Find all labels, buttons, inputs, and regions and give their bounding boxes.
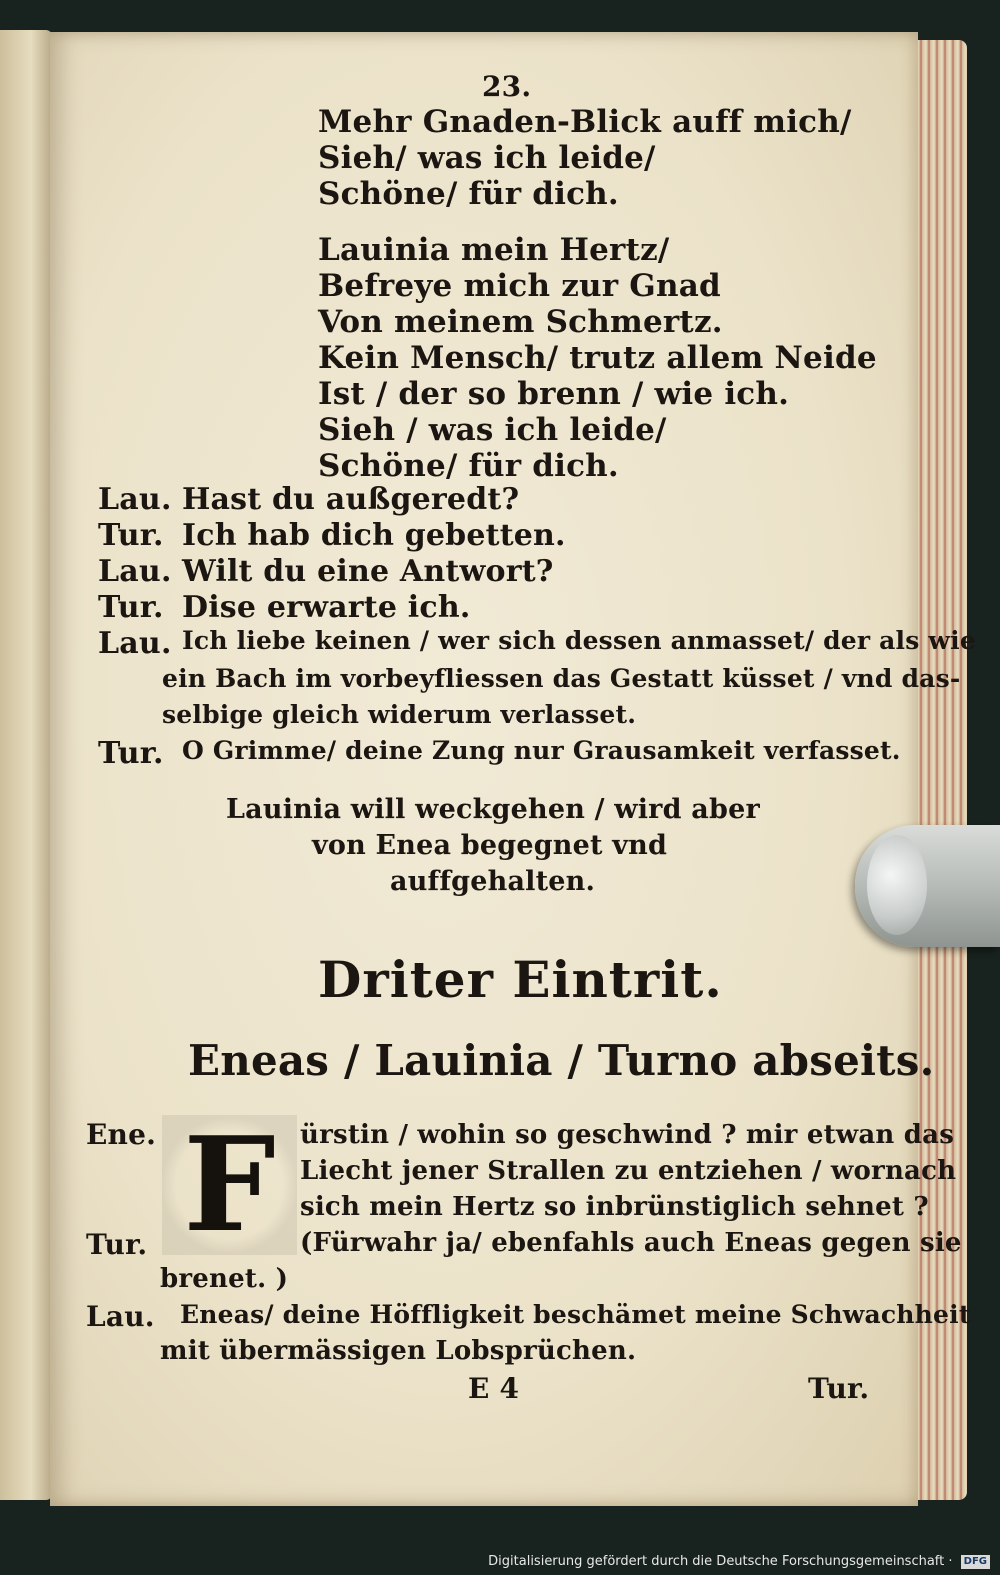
verse-line: Sieh / was ich leide/ [318,412,667,448]
stage-direction-line: Lauinia will weckgehen / wird aber [226,794,760,825]
verse-line: Schöne/ für dich. [318,176,619,212]
verse-line: Schöne/ für dich. [318,448,619,484]
footer-text: Digitalisierung gefördert durch die Deutsche Forschungsgemeinschaft · [488,1554,953,1569]
dialogue-line: Dise erwarte ich. [182,590,471,625]
stage-direction-line: von Enea begegnet vnd [312,830,668,861]
speaker-label: Lau. [86,1300,155,1333]
page-stack-edge [915,40,967,1500]
dfg-logo: DFG [961,1555,990,1569]
scene-cast: Eneas / Lauinia / Turno abseits. [188,1036,935,1085]
verse-line: Ist / der so brenn / wie ich. [318,376,790,412]
verse-line: Kein Mensch/ trutz allem Neide [318,340,877,376]
speaker-label: Tur. [98,590,164,625]
speaker-label: Ene. [86,1118,157,1151]
dialogue-line: Eneas/ deine Höffligkeit beschämet meine Schwachheit [180,1300,971,1329]
dialogue-line: ein Bach im vorbeyfliessen das Gestatt küsset / vnd das- [162,664,961,693]
speaker-label: Lau. [98,482,172,517]
page-clip [855,825,1000,947]
dialogue-line: (Fürwahr ja/ ebenfahls auch Eneas gegen sie [300,1228,962,1258]
speaker-label: Tur. [86,1228,148,1261]
verse-line: Sieh/ was ich leide/ [318,140,656,176]
dialogue-line: Ich liebe keinen / wer sich dessen anmasset/ der als wie [182,626,976,655]
dialogue-line: ürstin / wohin so geschwind ? mir etwan das [300,1120,955,1150]
signature-mark: E 4 [468,1372,520,1405]
dialogue-line: O Grimme/ deine Zung nur Grausamkeit verfasset. [182,736,901,765]
ornamental-initial: F [162,1115,297,1255]
speaker-label: Tur. [98,736,164,771]
page-number: 23. [482,70,532,103]
verse-line: Befreye mich zur Gnad [318,268,721,304]
dialogue-line: Liecht jener Strallen zu entziehen / wornach [300,1156,957,1186]
verse-line: Mehr Gnaden-Blick auff mich/ [318,104,852,140]
dialogue-line: mit übermässigen Lobsprüchen. [160,1336,637,1366]
dialogue-line: brenet. ) [160,1264,289,1294]
speaker-label: Lau. [98,626,172,661]
verse-line: Lauinia mein Hertz/ [318,232,670,268]
dialogue-line: selbige gleich widerum verlasset. [162,700,637,729]
dialogue-line: Wilt du eine Antwort? [182,554,554,589]
catchword: Tur. [808,1372,870,1405]
dialogue-line: sich mein Hertz so inbrünstiglich sehnet ? [300,1192,929,1222]
dialogue-line: Ich hab dich gebetten. [182,518,566,553]
dialogue-line: Hast du außgeredt? [182,482,520,517]
speaker-label: Tur. [98,518,164,553]
adjacent-page-edge [0,30,52,1500]
stage-direction-line: auffgehalten. [390,866,596,897]
speaker-label: Lau. [98,554,172,589]
verse-line: Von meinem Schmertz. [318,304,723,340]
digitization-footer [0,1548,1000,1575]
scene-heading: Driter Eintrit. [318,950,723,1009]
